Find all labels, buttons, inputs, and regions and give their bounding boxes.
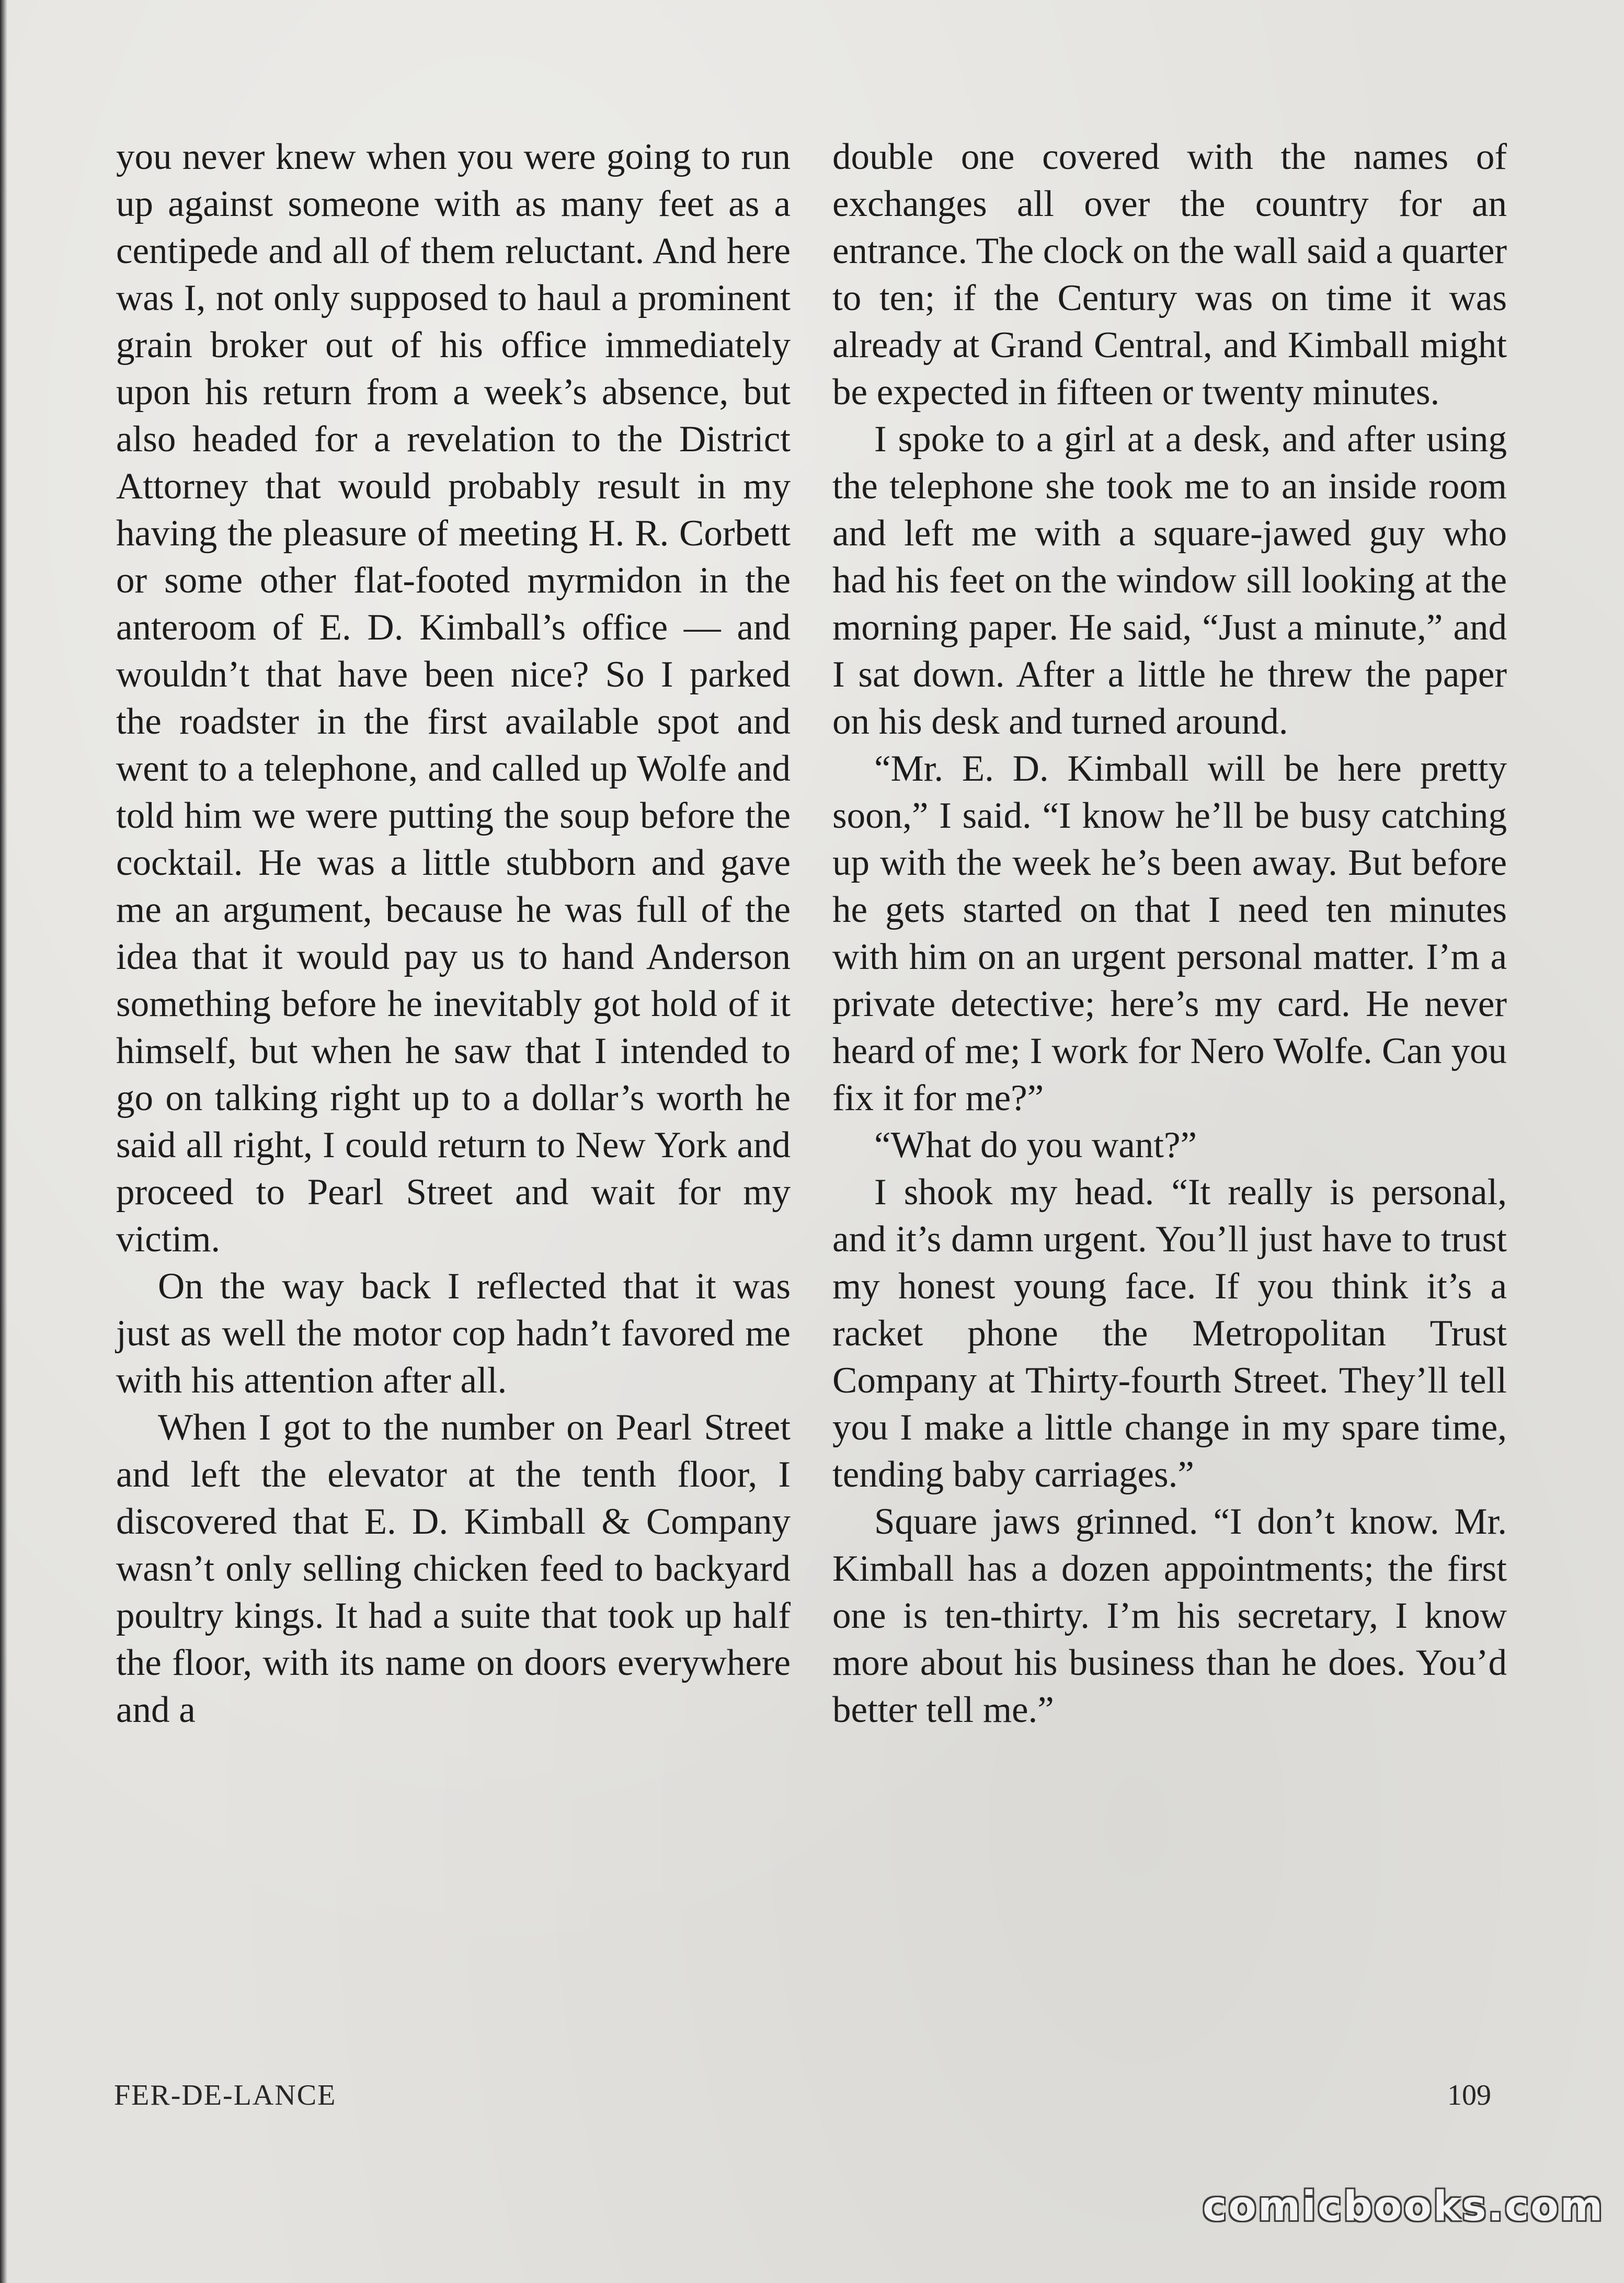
left-paragraph-2: On the way back I reflected that it was just as well the motor cop hadn’t favored me with his attention after all. [116, 1266, 791, 1401]
left-paragraph-1: you never knew when you were going to run up against someone with as many feet as a centipede and all of them reluctant. And here was I, not only supposed to haul a prominent grain broker out of his office immediately upon his return from a week’s absence, but also headed for a revelation to the District Attorney that would probably result in my having the pleasure of meeting H. R. Corbett or some other flat-footed myrmidon in the anteroom of E. D. Kimball’s office — and wouldn’t that have been nice? So I parked the roadster in the first available spot and went to a telephone, and called up Wolfe and told him we were putting the soup before the cocktail. He was a little stubborn and gave me an argument, because he was full of the idea that it would pay us to hand Anderson something before he inevitably got hold of it himself, but when he saw that I intended to go on talking right up to a dollar’s worth he said all right, I could return to New York and proceed to Pearl Street and wait for my victim. [116, 136, 791, 1260]
right-paragraph-2: I spoke to a girl at a desk, and after using the telephone she took me to an inside room and left me with a square-jawed guy who had his feet on the window sill looking at the morning paper. He said, “Just a minute,” and I sat down. After a little he threw the paper on his desk and turned around. [832, 419, 1507, 742]
page-spine-shadow [0, 0, 7, 2283]
right-paragraph-5: I shook my head. “It really is personal, and it’s damn urgent. You’ll just have to trust my honest young face. If you think it’s a racket phone the Metropolitan Trust Company at Thirty-fourth Street. They’ll tell you I make a little change in my spare time, tending baby carriages.” [832, 1172, 1507, 1495]
running-title: FER-DE-LANCE [114, 2079, 337, 2111]
left-text-column [116, 133, 791, 1733]
right-paragraph-6: Square jaws grinned. “I don’t know. Mr. Kimball has a dozen appointments; the first one is ten-thirty. I’m his secretary, I know more about his business than he does. You’d better tell me.” [832, 1501, 1507, 1730]
right-paragraph-1: double one covered with the names of exchanges all over the country for an entrance. The clock on the wall said a quarter to ten; if the Century was on time it was already at Grand Central, and Kimball might be expected in fifteen or twenty minutes. [832, 136, 1507, 413]
right-text-column [832, 133, 1507, 1733]
watermark: comicbooks.com [1203, 2183, 1605, 2230]
right-paragraph-4: “What do you want?” [874, 1125, 1197, 1166]
page-number: 109 [1447, 2079, 1491, 2111]
right-paragraph-3: “Mr. E. D. Kimball will be here pretty soon,” I said. “I know he’ll be busy catching up with the week he’s been away. But before he gets started on that I need ten minutes with him on an urgent personal matter. I’m a private detective; here’s my card. He never heard of me; I work for Nero Wolfe. Can you fix it for me?” [832, 748, 1507, 1118]
left-paragraph-3: When I got to the number on Pearl Street and left the elevator at the tenth floor, I discovered that E. D. Kimball & Company wasn’t only selling chicken feed to backyard poultry kings. It had a suite that took up half the floor, with its name on doors everywhere and a [116, 1407, 791, 1730]
